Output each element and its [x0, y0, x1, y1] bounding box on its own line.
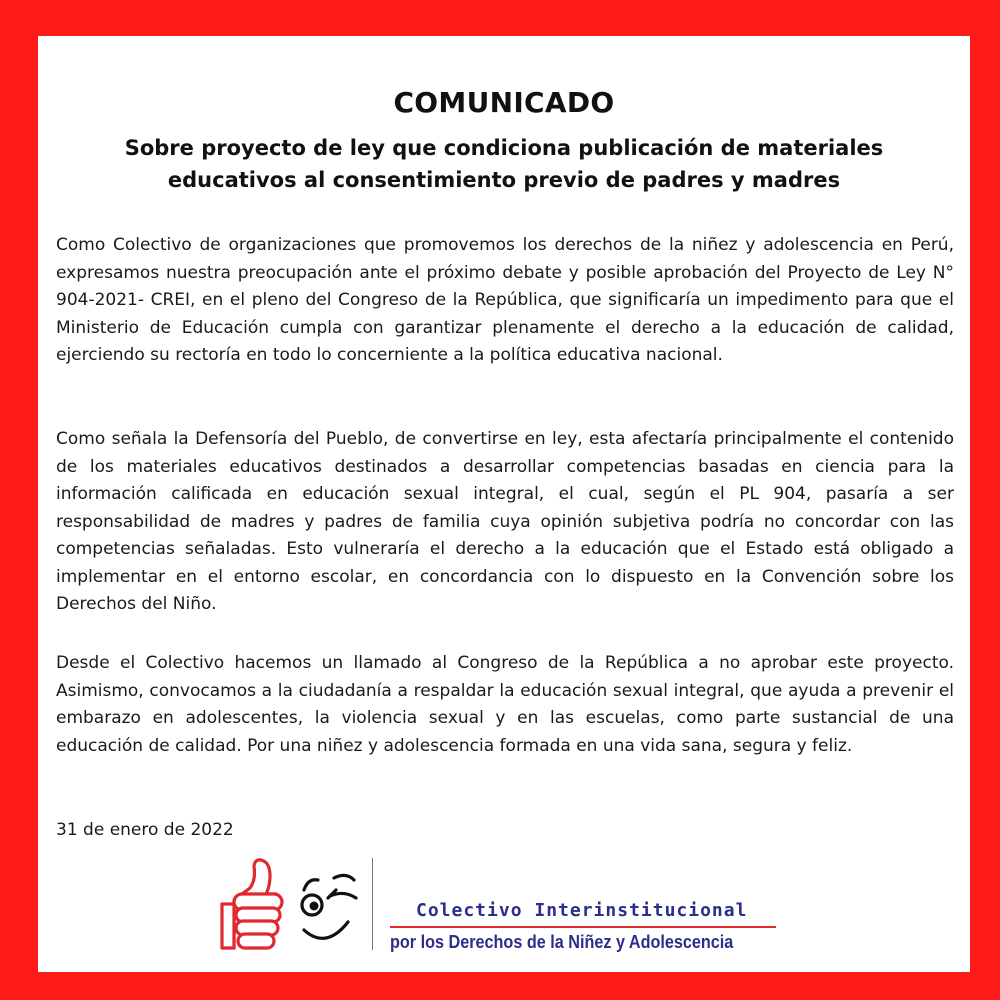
communique-card	[38, 36, 970, 972]
page-subtitle: Sobre proyecto de ley que condiciona publicación de materiales educativos al consentimiento previo de padres y madres	[124, 136, 884, 192]
logo-name-line1: Colectivo Interinstitucional	[416, 900, 748, 921]
paragraph-3: Desde el Colectivo hacemos un llamado al Congreso de la República a no aprobar este proyecto. Asimismo, convocamos a la ciudadanía a respaldar la educación sexual integral, que ayuda a prevenir el embarazo en adolescentes, la violencia sexual y en las escuelas, como parte sustancial de una educación de calidad. Por una niñez y adolescencia formada en una vida sana, segura y feliz.	[56, 653, 954, 756]
paragraph-1: Como Colectivo de organizaciones que promovemos los derechos de la niñez y adolescencia en Perú, expresamos nuestra preocupación ante el próximo debate y posible aprobación del Proyecto de Ley N° 904-2021- CREI, en el pleno del Congreso de la República, que significaría un impedimento para que el Ministerio de Educación cumpla con garantizar plenamente el derecho a la educación de calidad, ejerciendo su rectoría en todo lo concerniente a la política educativa nacional.	[56, 235, 954, 365]
logo-rule	[390, 926, 776, 928]
date: 31 de enero de 2022	[56, 820, 234, 840]
paragraph-2: Como señala la Defensoría del Pueblo, de convertirse en ley, esta afectaría principalmente el contenido de los materiales educativos destinados a desarrollar competencias basadas en ciencia para la información calificada en educación sexual integral, el cual, según el PL 904, pasaría a ser responsabilidad de madres y padres de familia cuya opinión subjetiva podría no concordar con las competencias señaladas. Esto vulneraría el derecho a la educación que el Estado está obligado a implementar en el entorno escolar, en concordancia con lo dispuesto en la Convención sobre los Derechos del Niño.	[56, 429, 954, 614]
thumbs-up-winking-face-icon	[216, 850, 366, 964]
page-title: COMUNICADO	[393, 86, 615, 119]
logo-name-line2: por los Derechos de la Niñez y Adolescencia	[390, 932, 734, 952]
logo-divider	[372, 858, 373, 950]
